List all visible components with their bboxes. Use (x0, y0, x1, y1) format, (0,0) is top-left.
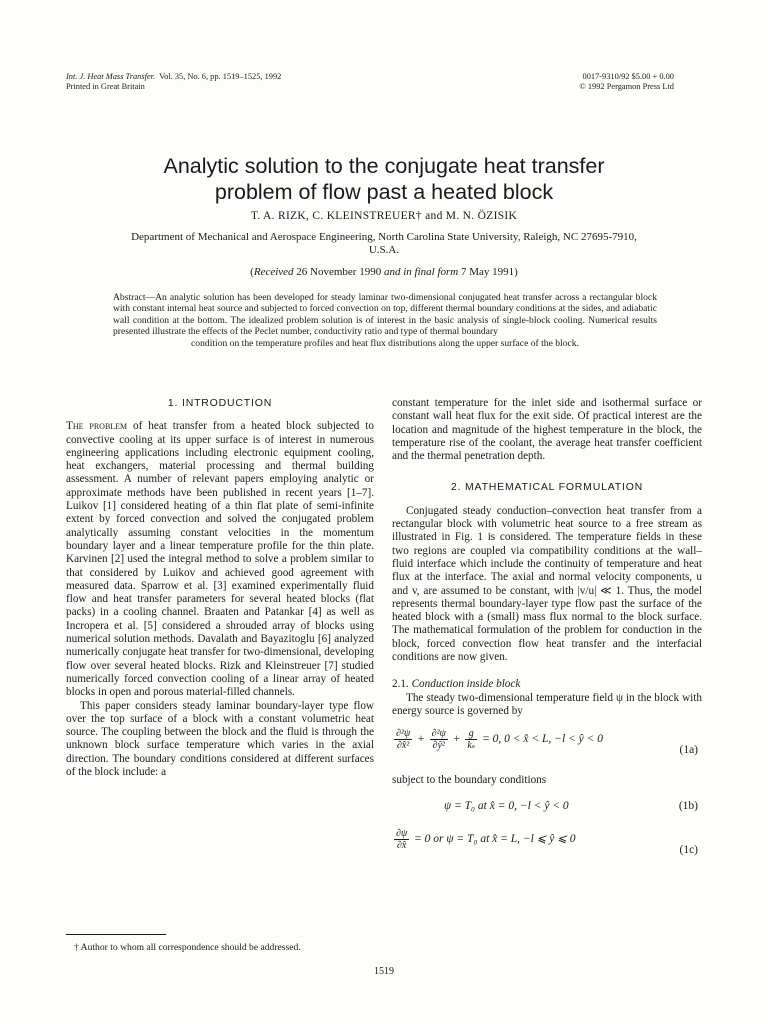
journal-name: Int. J. Heat Mass Transfer. (66, 72, 156, 81)
equation-1a: $\frac{\text{∂²ψ}}{\text{∂x̂²}}$ + $\frac{\text{∂²ψ}}{\text{∂ŷ²}}$ + $\frac{g}{\text{kₛ}}$ = 0, 0 < x̂ < L, −l < ŷ < 0 (1a) (396, 728, 698, 757)
intro-paragraph-1: The problem of heat transfer from a heated block subjected to convective cooling at its upper surface is of interest in numerous engineering applications including electronic equipment cooling, heat exchangers, material processing and thermal building assessment. A number of relevant papers employing analytic or approximate methods have been published in recent years [1–7]. Luikov [1] considered heating of a thin flat plate of semi-infinite extent by forced convection and solved the conjugated problem analytically assuming constant velocities in the momentum boundary layer and a linear temperature profile for the thin plate. Karvinen [2] used the integral method to solve a problem similar to that considered by Luikov and achieved good agreement with measured data. Sparrow et al. [3] examined experimentally fluid flow and heat transfer parameters for several heated blocks (flat packs) in a cooling channel. Braaten and Patankar [4] as well as Incropera et al. [5] considered a shrouded array of blocks using numerical solution methods. Davalath and Bayazitoglu [6] analyzed numerically conjugate heat transfer for two-dimensional, developing flow over several heated blocks. Rizk and Kleinstreuer [7] studied numerically forced convection cooling of a linear array of heated blocks in open and porous material-filled channels. (66, 420, 374, 699)
fraction-dpsi-dx: $\frac{\partial\psi}{\partial x̂}$ (396, 827, 408, 851)
left-column (66, 397, 374, 779)
equation-1b: ψ = T₀ at x̂ = 0, −l < ŷ < 0 (1b) (444, 799, 698, 812)
equation-number-1b: (1b) (678, 799, 698, 812)
issn-price: 0017-9310/92 $5.00 + 0.00 (582, 72, 674, 81)
received-dates: (Received 26 November 1990 and in final form 7 May 1991) (250, 266, 518, 278)
footnote: † Author to whom all correspondence should be addressed. (74, 942, 301, 953)
abstract (113, 292, 657, 349)
printed-location: Printed in Great Britain (66, 82, 145, 91)
page-number: 1519 (374, 966, 394, 977)
boundary-conditions-intro: subject to the boundary conditions (392, 774, 547, 787)
abstract-text: —An analytic solution has been developed for steady laminar two-dimensional conjugated heat transfer across a rectangular block with constant internal heat source and subjected to forced convection on top, different thermal boundary conditions at the sides, and adiabatic wall condition at the bottom. The idealized problem solution is of interest in the basic analysis of single-block cooling. Numerical results presented illustrate the effects of the Peclet number, conductivity ratio and type of thermal boundary (113, 292, 657, 338)
journal-header-right (579, 72, 674, 92)
abstract-last-line: condition on the temperature profiles and heat flux distributions along the upper surface of the block. (191, 337, 579, 349)
title-line-2: problem of flow past a heated block (214, 180, 554, 204)
lead-in-small-caps: The problem (66, 420, 128, 433)
fraction-d2psi-dx2: $\frac{\text{∂²ψ}}{\text{∂x̂²}}$ (396, 728, 411, 752)
subsection-heading: 2.1. Conduction inside block (392, 678, 521, 691)
abstract-label: Abstract (113, 292, 146, 303)
journal-header-left (66, 72, 281, 92)
equation-1c: $\frac{\partial\psi}{\partial x̂}$ = 0 or ψ = T₀ at x̂ = L, −l ⩽ ŷ ⩽ 0 (1c) (396, 827, 698, 856)
conduction-paragraph: The steady two-dimensional temperature field ψ in the block with energy source is governed by (392, 691, 702, 717)
volume-info: Vol. 35, No. 6, pp. 1519–1525, 1992 (159, 72, 282, 81)
equation-number-1c: (1c) (679, 843, 698, 856)
fraction-d2psi-dy2: $\frac{\text{∂²ψ}}{\text{∂ŷ²}}$ (431, 728, 446, 752)
title-line-1: Analytic solution to the conjugate heat transfer (163, 154, 605, 178)
copyright: © 1992 Pergamon Press Ltd (579, 82, 674, 91)
paper-title (0, 153, 768, 205)
formulation-paragraph: Conjugated steady conduction–convection heat transfer from a rectangular block with volumetric heat source to a free stream as illustrated in Fig. 1 is considered. The temperature fields in these two regions are coupled via compatibility conditions at the wall–fluid interface which include the continuity of temperature and heat flux at the interface. The axial and normal velocity components, u and v, are assumed to be constant, with |v/u| ≪ 1. Thus, the model represents thermal boundary-layer type flow past the surface of the heated block with a (small) mass flux normal to the block surface. The mathematical formulation of the problem for conduction in the block, forced convection flow heat transfer and the interfacial conditions are now given. (392, 504, 702, 664)
right-column (392, 397, 702, 866)
footnote-rule (66, 934, 166, 935)
section-heading-formulation: 2. MATHEMATICAL FORMULATION (450, 481, 644, 494)
affiliation: Department of Mechanical and Aerospace Engineering, North Carolina State University, Raleigh, NC 27695-7910, U.S.A. (131, 231, 637, 256)
section-heading-introduction: 1. INTRODUCTION (167, 397, 273, 409)
fraction-g-ks: $\frac{g}{\text{kₛ}}$ (467, 728, 476, 752)
authors: T. A. RIZK, C. KLEINSTREUER† and M. N. ÖZISIK (250, 210, 518, 222)
intro-continuation: constant temperature for the inlet side and isothermal surface or constant wall heat flux for the exit side. Of practical interest are the location and magnitude of the highest temperature in the block, the temperature rise of the coolant, the average heat transfer coefficient and the thermal penetration depth. (392, 397, 702, 463)
equation-number-1a: (1a) (679, 744, 698, 757)
intro-paragraph-2: This paper considers steady laminar boundary-layer type flow over the top surface of a block with a constant volumetric heat source. The coupling between the block and the fluid is through the unknown block surface temperature which varies in the axial direction. The boundary conditions considered at different surfaces of the block include: a (66, 699, 374, 779)
